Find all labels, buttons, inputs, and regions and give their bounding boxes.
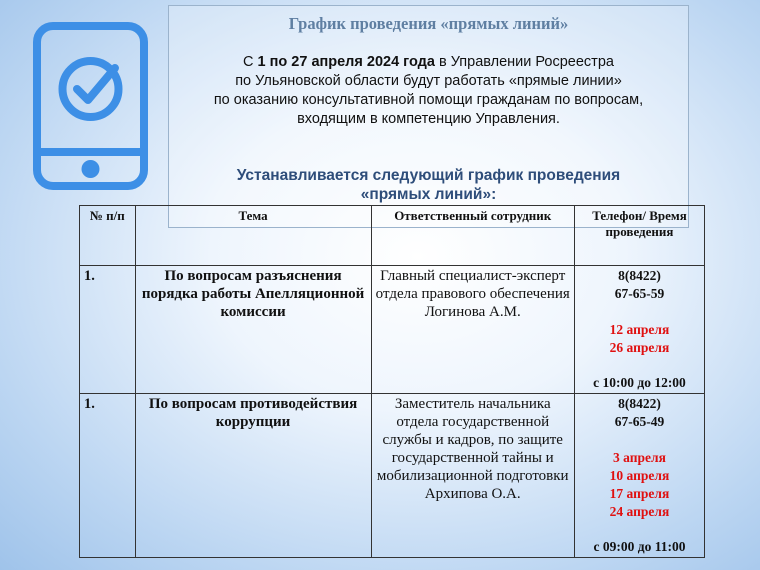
- intro-line: С 1 по 27 апреля 2024 года в Управлении Росреестра: [243, 54, 614, 70]
- time-range: с 10:00 до 12:00: [593, 375, 686, 390]
- header-topic: Тема: [135, 206, 371, 266]
- row-responsible: Главный специалист-эксперт отдела правового обеспечения Логинова А.М.: [371, 266, 574, 394]
- date: 24 апреля: [609, 503, 670, 519]
- date: 26 апреля: [609, 339, 670, 355]
- date: 17 апреля: [609, 485, 670, 501]
- row-number: 1.: [80, 266, 136, 394]
- schedule-subtitle: Устанавливается следующий график проведения «прямых линий»:: [236, 167, 621, 203]
- phone-check-icon: [33, 22, 148, 190]
- row-phone-schedule: [574, 394, 704, 558]
- phone-number: 67-65-59: [614, 286, 665, 301]
- phone-code: 8(8422): [618, 396, 661, 411]
- date: 3 апреля: [613, 449, 666, 465]
- header-responsible: Ответственный сотрудник: [371, 206, 574, 266]
- table-header-row: [80, 206, 705, 266]
- intro-line: входящим в компетенцию Управления.: [297, 111, 560, 127]
- intro-line: по оказанию консультативной помощи гражданам по вопросам,: [213, 92, 644, 108]
- date: 10 апреля: [609, 467, 670, 483]
- schedule-table: [79, 205, 705, 558]
- date: 12 апреля: [609, 321, 670, 337]
- announcement-box: [168, 5, 689, 228]
- row-responsible: Заместитель начальника отдела государственной службы и кадров, по защите государственной тайны и мобилизационной подготовки Архипова О.А.: [371, 394, 574, 558]
- table-row: [80, 266, 705, 394]
- phone-code: 8(8422): [618, 268, 661, 283]
- row-topic: По вопросам разъяснения порядка работы Апелляционной комиссии: [135, 266, 371, 394]
- row-phone-schedule: [574, 266, 704, 394]
- table-row: [80, 394, 705, 558]
- header-phone: Телефон/ Время проведения: [574, 206, 704, 266]
- row-number: 1.: [80, 394, 136, 558]
- intro-line: по Ульяновской области будут работать «прямые линии»: [235, 73, 622, 89]
- phone-number: 67-65-49: [614, 414, 665, 429]
- time-range: с 09:00 до 11:00: [593, 539, 686, 554]
- page-title: График проведения «прямых линий»: [288, 14, 569, 33]
- intro-text: [169, 53, 688, 129]
- row-topic: По вопросам противодействия коррупции: [135, 394, 371, 558]
- header-num: № п/п: [80, 206, 136, 266]
